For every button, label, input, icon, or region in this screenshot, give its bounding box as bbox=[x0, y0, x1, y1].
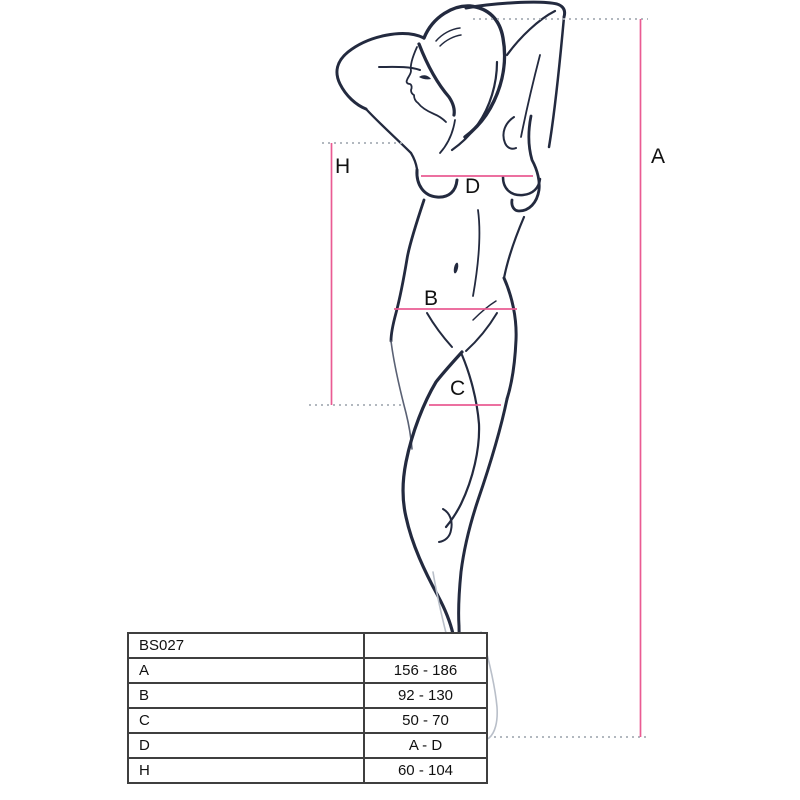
size-code-cell: B bbox=[128, 683, 364, 708]
model-code-cell: BS027 bbox=[128, 633, 364, 658]
hair-end-curl-path bbox=[503, 117, 516, 149]
left-arm-lower-path bbox=[366, 109, 417, 169]
size-value-cell: 50 - 70 bbox=[364, 708, 487, 733]
body-outline bbox=[337, 2, 565, 663]
size-value-cell: 92 - 130 bbox=[364, 683, 487, 708]
hip-crease-path bbox=[473, 301, 496, 320]
measure-label-b: B bbox=[424, 287, 439, 310]
outer-thigh-path bbox=[391, 341, 412, 449]
size-table-row bbox=[128, 758, 487, 783]
size-code-cell: H bbox=[128, 758, 364, 783]
right-arm-outer-path bbox=[549, 17, 564, 147]
size-value-cell: 60 - 104 bbox=[364, 758, 487, 783]
belly-crease-path bbox=[473, 210, 479, 296]
size-table bbox=[127, 632, 488, 784]
size-table-row bbox=[128, 683, 487, 708]
size-code-cell: A bbox=[128, 658, 364, 683]
size-table-row bbox=[128, 658, 487, 683]
left-forearm-path bbox=[379, 67, 420, 70]
measurement-lines bbox=[332, 19, 641, 737]
right-forearm-path bbox=[507, 11, 555, 55]
size-table-row bbox=[128, 733, 487, 758]
front-torso-path bbox=[391, 200, 424, 341]
knee-path bbox=[439, 509, 452, 542]
measure-label-d: D bbox=[465, 175, 481, 198]
hand-finger-line2-path bbox=[440, 35, 461, 46]
hair-outline-path bbox=[424, 6, 505, 137]
eyelash-icon bbox=[419, 75, 431, 79]
size-table-header-row bbox=[128, 633, 487, 658]
back-shoulder-path bbox=[512, 116, 539, 211]
groin-left-path bbox=[427, 313, 452, 347]
size-code-cell: D bbox=[128, 733, 364, 758]
size-table-row bbox=[128, 708, 487, 733]
measure-label-c: C bbox=[450, 377, 466, 400]
model-value-cell bbox=[364, 633, 487, 658]
hair-front-edge-path bbox=[419, 44, 454, 115]
groin-right-path bbox=[466, 313, 497, 351]
size-value-cell: 156 - 186 bbox=[364, 658, 487, 683]
hair-tip-strand-path bbox=[440, 120, 455, 153]
measure-label-h: H bbox=[335, 155, 351, 178]
buttock-path bbox=[504, 278, 516, 399]
right-breast-path bbox=[503, 177, 540, 195]
back-leg-path bbox=[459, 399, 507, 663]
navel-mark bbox=[453, 262, 459, 274]
measure-label-a: A bbox=[651, 145, 666, 168]
size-value-cell: A - D bbox=[364, 733, 487, 758]
left-breast-path bbox=[417, 170, 457, 197]
size-code-cell: C bbox=[128, 708, 364, 733]
back-waist-path bbox=[504, 217, 524, 278]
